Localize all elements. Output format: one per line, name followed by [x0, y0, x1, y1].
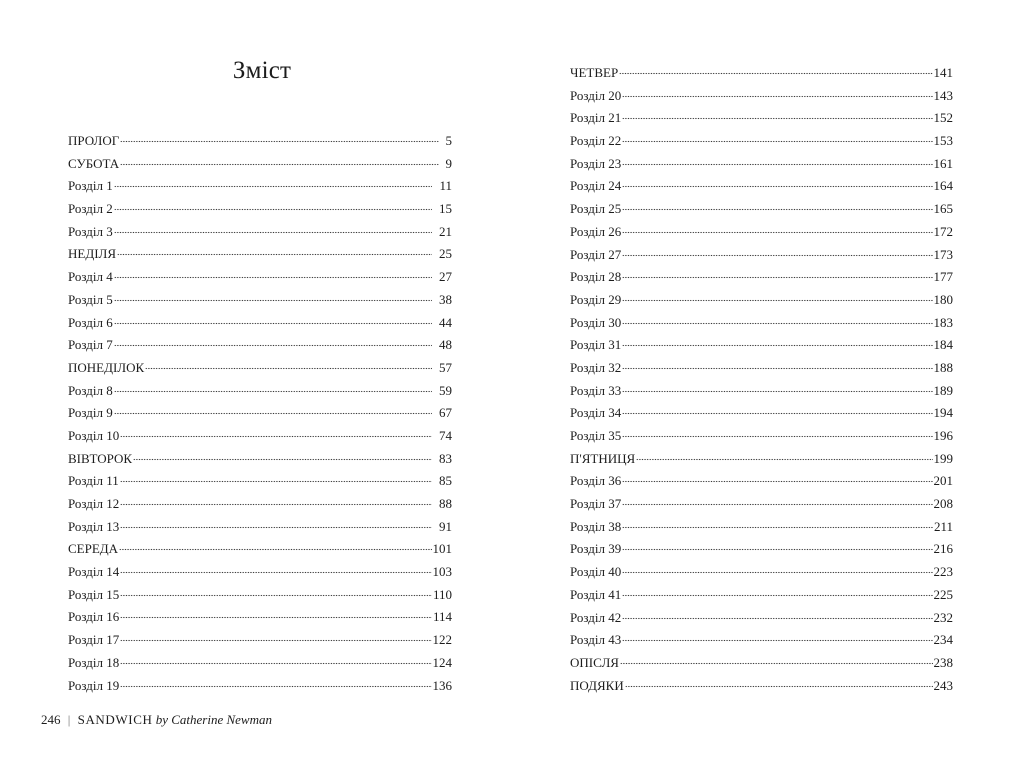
toc-entry-label: Розділ 12 [68, 496, 120, 511]
dot-leader [120, 140, 438, 144]
toc-entry [570, 564, 953, 587]
toc-entry [570, 110, 953, 133]
toc-entry-page: 211 [933, 518, 953, 534]
dot-leader [622, 299, 932, 303]
toc-entry-page: 44 [439, 314, 452, 330]
dot-leader [120, 571, 431, 575]
toc-entry-page: 172 [933, 223, 953, 239]
toc-entry-label: Розділ 26 [570, 223, 622, 239]
dot-leader [120, 163, 438, 167]
toc-entry [570, 88, 953, 111]
toc-entry [570, 541, 953, 564]
toc-entry [68, 201, 452, 224]
dot-leader [120, 503, 432, 507]
toc-entry-label: Розділ 20 [570, 87, 622, 103]
dot-leader [114, 390, 432, 394]
toc-entry-label: Розділ 28 [570, 269, 622, 285]
dot-leader [119, 548, 431, 552]
toc-entry-label: Розділ 7 [68, 337, 113, 353]
toc-entry-page: 83 [439, 450, 452, 466]
toc-entry-page: 38 [439, 291, 452, 307]
toc-entry-label: Розділ 5 [68, 291, 113, 307]
toc-entry [68, 473, 452, 496]
toc-entry [68, 133, 452, 156]
toc-entry-page: 11 [439, 178, 452, 194]
toc-entry [570, 496, 953, 519]
toc-entry-page: 25 [439, 246, 452, 262]
toc-entry-label: ПРОЛОГ [68, 133, 120, 148]
toc-entry-label: Розділ 3 [68, 223, 113, 239]
dot-leader [622, 526, 933, 530]
toc-entry-page: 216 [933, 541, 953, 557]
toc-entry-page: 196 [933, 428, 953, 443]
toc-entry-label: Розділ 35 [570, 428, 622, 443]
toc-entry-label: НЕДІЛЯ [68, 246, 117, 262]
toc-entry [68, 496, 452, 519]
toc-entry-label: Розділ 2 [68, 201, 113, 217]
dot-leader [622, 344, 932, 348]
toc-entry [570, 269, 953, 292]
toc-entry-page: 114 [432, 609, 452, 625]
toc-entry-page: 91 [439, 518, 452, 534]
dot-leader [114, 299, 432, 303]
toc-entry [68, 405, 452, 428]
toc-entry-label: Розділ 34 [570, 405, 622, 421]
dot-leader [120, 480, 432, 484]
toc-entry-page: 234 [933, 632, 953, 648]
dot-leader [120, 662, 431, 666]
dot-leader [622, 617, 932, 621]
dot-leader [622, 117, 932, 121]
toc-entry-label: Розділ 15 [68, 586, 120, 602]
dot-leader [114, 208, 432, 212]
toc-entry [570, 156, 953, 179]
toc-entry-label: Розділ 41 [570, 586, 622, 602]
toc-entry [570, 292, 953, 315]
toc-entry [68, 224, 452, 247]
toc-entry-page: 165 [933, 201, 953, 217]
toc-entry-page: 180 [933, 291, 953, 307]
toc-entry-label: Розділ 24 [570, 178, 622, 194]
toc-entry-label: Розділ 1 [68, 178, 113, 194]
dot-leader [114, 344, 432, 348]
toc-entry-label: Розділ 17 [68, 632, 120, 648]
toc-entry-page: 136 [432, 677, 452, 693]
toc-entry-page: 27 [439, 269, 452, 285]
dot-leader [114, 231, 432, 235]
dot-leader [120, 435, 432, 439]
dot-leader [114, 185, 433, 189]
toc-entry-label: Розділ 40 [570, 564, 622, 580]
toc-entry-label: Розділ 37 [570, 496, 622, 512]
dot-leader [620, 662, 933, 666]
toc-entry [68, 383, 452, 406]
toc-entry [68, 156, 452, 179]
toc-entry-label: Розділ 19 [68, 677, 120, 693]
toc-entry-label: Розділ 13 [68, 518, 120, 534]
toc-entry-page: 153 [933, 133, 953, 149]
toc-entry-label: СУБОТА [68, 155, 120, 171]
toc-entry-label: Розділ 29 [570, 291, 622, 307]
toc-entry [570, 65, 953, 88]
toc-entry [68, 178, 452, 201]
toc-entry-page: 122 [432, 632, 452, 648]
toc-entry [570, 315, 953, 338]
toc-entry [570, 587, 953, 610]
dot-leader [117, 253, 432, 257]
toc-entry-label: Розділ 36 [570, 473, 622, 489]
toc-entry-page: 88 [439, 496, 452, 511]
dot-leader [120, 639, 431, 643]
dot-leader [622, 231, 932, 235]
toc-entry [570, 428, 953, 451]
toc-entry-label: Розділ 22 [570, 133, 622, 149]
toc-entry-page: 184 [933, 337, 953, 353]
toc-entry-page: 225 [933, 586, 953, 602]
toc-entry-page: 201 [933, 473, 953, 489]
toc-entry [68, 360, 452, 383]
toc-entry-label: Розділ 32 [570, 359, 622, 375]
toc-entry-page: 67 [439, 405, 452, 421]
dot-leader [622, 95, 932, 99]
toc-entry-page: 141 [933, 65, 953, 80]
toc-entry [570, 678, 953, 701]
toc-entry [68, 632, 452, 655]
toc-entry [68, 587, 452, 610]
toc-entry-label: Розділ 4 [68, 269, 113, 285]
dot-leader [114, 276, 432, 280]
page-footer [41, 712, 272, 728]
toc-entry-page: 243 [933, 677, 953, 693]
dot-leader [120, 594, 432, 598]
toc-entry-page: 164 [933, 178, 953, 194]
toc-entry [68, 246, 452, 269]
toc-entry-label: ПОДЯКИ [570, 677, 624, 693]
toc-entry-label: Розділ 38 [570, 518, 622, 534]
toc-entry-label: Розділ 23 [570, 155, 622, 171]
toc-entry-label: ОПІСЛЯ [570, 654, 619, 670]
toc-entry [570, 519, 953, 542]
dot-leader [622, 571, 932, 575]
dot-leader [622, 435, 932, 439]
toc-entry-page: 59 [439, 382, 452, 398]
toc-entry [68, 678, 452, 701]
footer-separator: | [67, 712, 71, 727]
toc-entry-page: 208 [933, 496, 953, 512]
dot-leader [622, 639, 932, 643]
toc-entry-page: 110 [432, 586, 452, 602]
dot-leader [622, 412, 932, 416]
toc-entry [68, 451, 452, 474]
toc-entry [570, 201, 953, 224]
toc-entry [570, 610, 953, 633]
dot-leader [622, 548, 932, 552]
toc-entry-label: ЧЕТВЕР [570, 65, 619, 80]
toc-entry-page: 238 [933, 654, 953, 670]
toc-entry [68, 609, 452, 632]
toc-entry-page: 143 [933, 87, 953, 103]
toc-entry-page: 194 [933, 405, 953, 421]
dot-leader [622, 322, 932, 326]
toc-entry-page: 48 [439, 337, 452, 353]
toc-entry [68, 519, 452, 542]
dot-leader [636, 458, 932, 462]
toc-entry [570, 133, 953, 156]
toc-entry [570, 337, 953, 360]
toc-entry [68, 541, 452, 564]
dot-leader [622, 390, 932, 394]
toc-entry-label: Розділ 39 [570, 541, 622, 557]
toc-entry [570, 632, 953, 655]
toc-entry-label: Розділ 31 [570, 337, 622, 353]
toc-entry [570, 451, 953, 474]
dot-leader [120, 526, 432, 530]
toc-entry-page: 199 [933, 450, 953, 466]
page-number: 246 [41, 712, 61, 727]
toc-entry-label: Розділ 27 [570, 246, 622, 262]
toc-entry [68, 655, 452, 678]
dot-leader [622, 254, 932, 258]
toc-entry-page: 177 [933, 269, 953, 285]
toc-entry-page: 173 [933, 246, 953, 262]
toc-right-column [570, 65, 953, 700]
toc-entry-label: Розділ 11 [68, 473, 119, 489]
toc-entry-label: П'ЯТНИЦЯ [570, 450, 636, 466]
dot-leader [625, 685, 933, 689]
dot-leader [114, 322, 432, 326]
toc-entry-label: Розділ 30 [570, 314, 622, 330]
toc-entry-page: 124 [432, 654, 452, 670]
book-title: SANDWICH [77, 712, 153, 727]
toc-left-column [68, 133, 452, 700]
toc-entry-label: Розділ 6 [68, 314, 113, 330]
toc-entry-page: 152 [933, 110, 953, 126]
toc-entry [570, 383, 953, 406]
dot-leader [622, 276, 932, 280]
dot-leader [114, 412, 432, 416]
toc-entry-label: ВІВТОРОК [68, 450, 133, 466]
toc-entry-page: 85 [439, 473, 452, 489]
toc-entry [570, 360, 953, 383]
toc-entry-page: 103 [432, 564, 452, 580]
dot-leader [622, 480, 932, 484]
toc-entry [68, 269, 452, 292]
toc-entry-page: 232 [933, 609, 953, 625]
author-credit: by Catherine Newman [155, 712, 272, 727]
dot-leader [622, 208, 932, 212]
toc-entry [68, 292, 452, 315]
toc-entry-page: 21 [439, 223, 452, 239]
toc-entry [570, 473, 953, 496]
toc-entry-label: Розділ 16 [68, 609, 120, 625]
dot-leader [133, 458, 432, 462]
toc-entry-page: 161 [933, 155, 953, 171]
toc-entry-label: СЕРЕДА [68, 541, 119, 557]
toc-entry-label: Розділ 14 [68, 564, 120, 580]
toc-entry [68, 315, 452, 338]
toc-entry [570, 655, 953, 678]
toc-entry-page: 15 [439, 201, 452, 217]
toc-entry [68, 564, 452, 587]
dot-leader [622, 163, 932, 167]
dot-leader [619, 72, 932, 76]
toc-entry-label: Розділ 33 [570, 382, 622, 398]
dot-leader [622, 185, 932, 189]
dot-leader [145, 367, 432, 371]
toc-entry-label: Розділ 42 [570, 609, 622, 625]
toc-entry-page: 183 [933, 314, 953, 330]
toc-entry-label: ПОНЕДІЛОК [68, 359, 145, 375]
toc-entry-label: Розділ 25 [570, 201, 622, 217]
dot-leader [622, 140, 932, 144]
dot-leader [622, 594, 932, 598]
toc-entry-label: Розділ 18 [68, 654, 120, 670]
dot-leader [120, 685, 431, 689]
toc-entry-label: Розділ 21 [570, 110, 622, 126]
toc-entry-page: 5 [445, 133, 452, 148]
toc-entry [68, 337, 452, 360]
toc-entry-label: Розділ 10 [68, 427, 120, 443]
toc-entry-page: 188 [933, 359, 953, 375]
toc-entry-page: 74 [439, 427, 452, 443]
toc-entry-label: Розділ 8 [68, 382, 113, 398]
dot-leader [120, 616, 432, 620]
toc-entry-label: Розділ 9 [68, 405, 113, 421]
toc-entry [570, 178, 953, 201]
dot-leader [622, 367, 932, 371]
toc-entry-page: 101 [432, 541, 452, 557]
page-title: Зміст [232, 57, 292, 84]
toc-entry-page: 9 [445, 155, 452, 171]
toc-entry [570, 224, 953, 247]
toc-entry [68, 428, 452, 451]
toc-entry [570, 247, 953, 270]
toc-entry-page: 189 [933, 382, 953, 398]
dot-leader [622, 503, 932, 507]
toc-entry-page: 57 [439, 359, 452, 375]
toc-entry-page: 223 [933, 564, 953, 580]
toc-entry [570, 405, 953, 428]
toc-entry-label: Розділ 43 [570, 632, 622, 648]
